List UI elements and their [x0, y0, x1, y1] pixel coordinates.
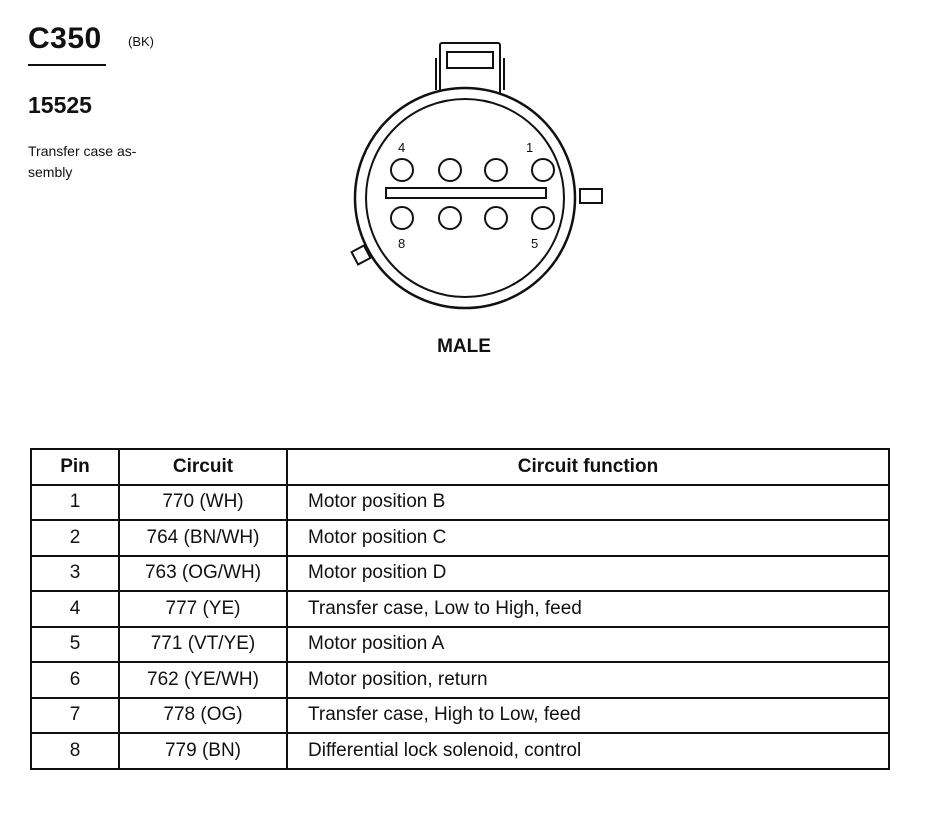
cell-function: Transfer case, Low to High, feed: [287, 591, 889, 627]
connector-gender-label: MALE: [437, 336, 491, 357]
connector-face-diagram: [340, 38, 620, 328]
cell-pin: 1: [31, 485, 119, 521]
table-row: [31, 556, 889, 592]
cell-function: Motor position D: [287, 556, 889, 592]
table-row: [31, 591, 889, 627]
table-row: [31, 733, 889, 769]
cell-pin: 4: [31, 591, 119, 627]
cell-circuit: 771 (VT/YE): [119, 627, 287, 663]
pin-label-top-right: 1: [526, 140, 534, 155]
description-line-1: Transfer case as-: [28, 143, 137, 159]
cell-pin: 7: [31, 698, 119, 734]
table-row: [31, 520, 889, 556]
connector-color-code: (BK): [128, 34, 154, 49]
cell-pin: 6: [31, 662, 119, 698]
cell-circuit: 763 (OG/WH): [119, 556, 287, 592]
description-line-2: sembly: [28, 164, 73, 180]
pin-label-bottom-left: 8: [398, 236, 406, 251]
cell-circuit: 762 (YE/WH): [119, 662, 287, 698]
table-row: [31, 698, 889, 734]
connector-id: C350: [28, 22, 102, 55]
connector-divider-bar: [386, 188, 546, 198]
cell-pin: 2: [31, 520, 119, 556]
connector-description: [28, 141, 168, 183]
cell-pin: 8: [31, 733, 119, 769]
cell-function: Transfer case, High to Low, feed: [287, 698, 889, 734]
cell-circuit: 777 (YE): [119, 591, 287, 627]
table-row: [31, 627, 889, 663]
header-circuit-function: Circuit function: [287, 449, 889, 485]
cell-circuit: 764 (BN/WH): [119, 520, 287, 556]
header-circuit: Circuit: [119, 449, 287, 485]
table-header-row: [31, 449, 889, 485]
pin-circuit-table: [30, 448, 890, 770]
cell-circuit: 779 (BN): [119, 733, 287, 769]
cell-circuit: 778 (OG): [119, 698, 287, 734]
header-pin: Pin: [31, 449, 119, 485]
pin-label-bottom-right: 5: [531, 236, 539, 251]
table-row: [31, 662, 889, 698]
cell-pin: 5: [31, 627, 119, 663]
cell-function: Differential lock solenoid, control: [287, 733, 889, 769]
cell-function: Motor position A: [287, 627, 889, 663]
cell-pin: 3: [31, 556, 119, 592]
connector-key-right: [580, 189, 602, 203]
cell-circuit: 770 (WH): [119, 485, 287, 521]
connector-id-underline: [28, 64, 106, 66]
part-number: 15525: [28, 92, 92, 118]
cell-function: Motor position B: [287, 485, 889, 521]
cell-function: Motor position, return: [287, 662, 889, 698]
pin-label-top-left: 4: [398, 140, 406, 155]
table-row: [31, 485, 889, 521]
cell-function: Motor position C: [287, 520, 889, 556]
